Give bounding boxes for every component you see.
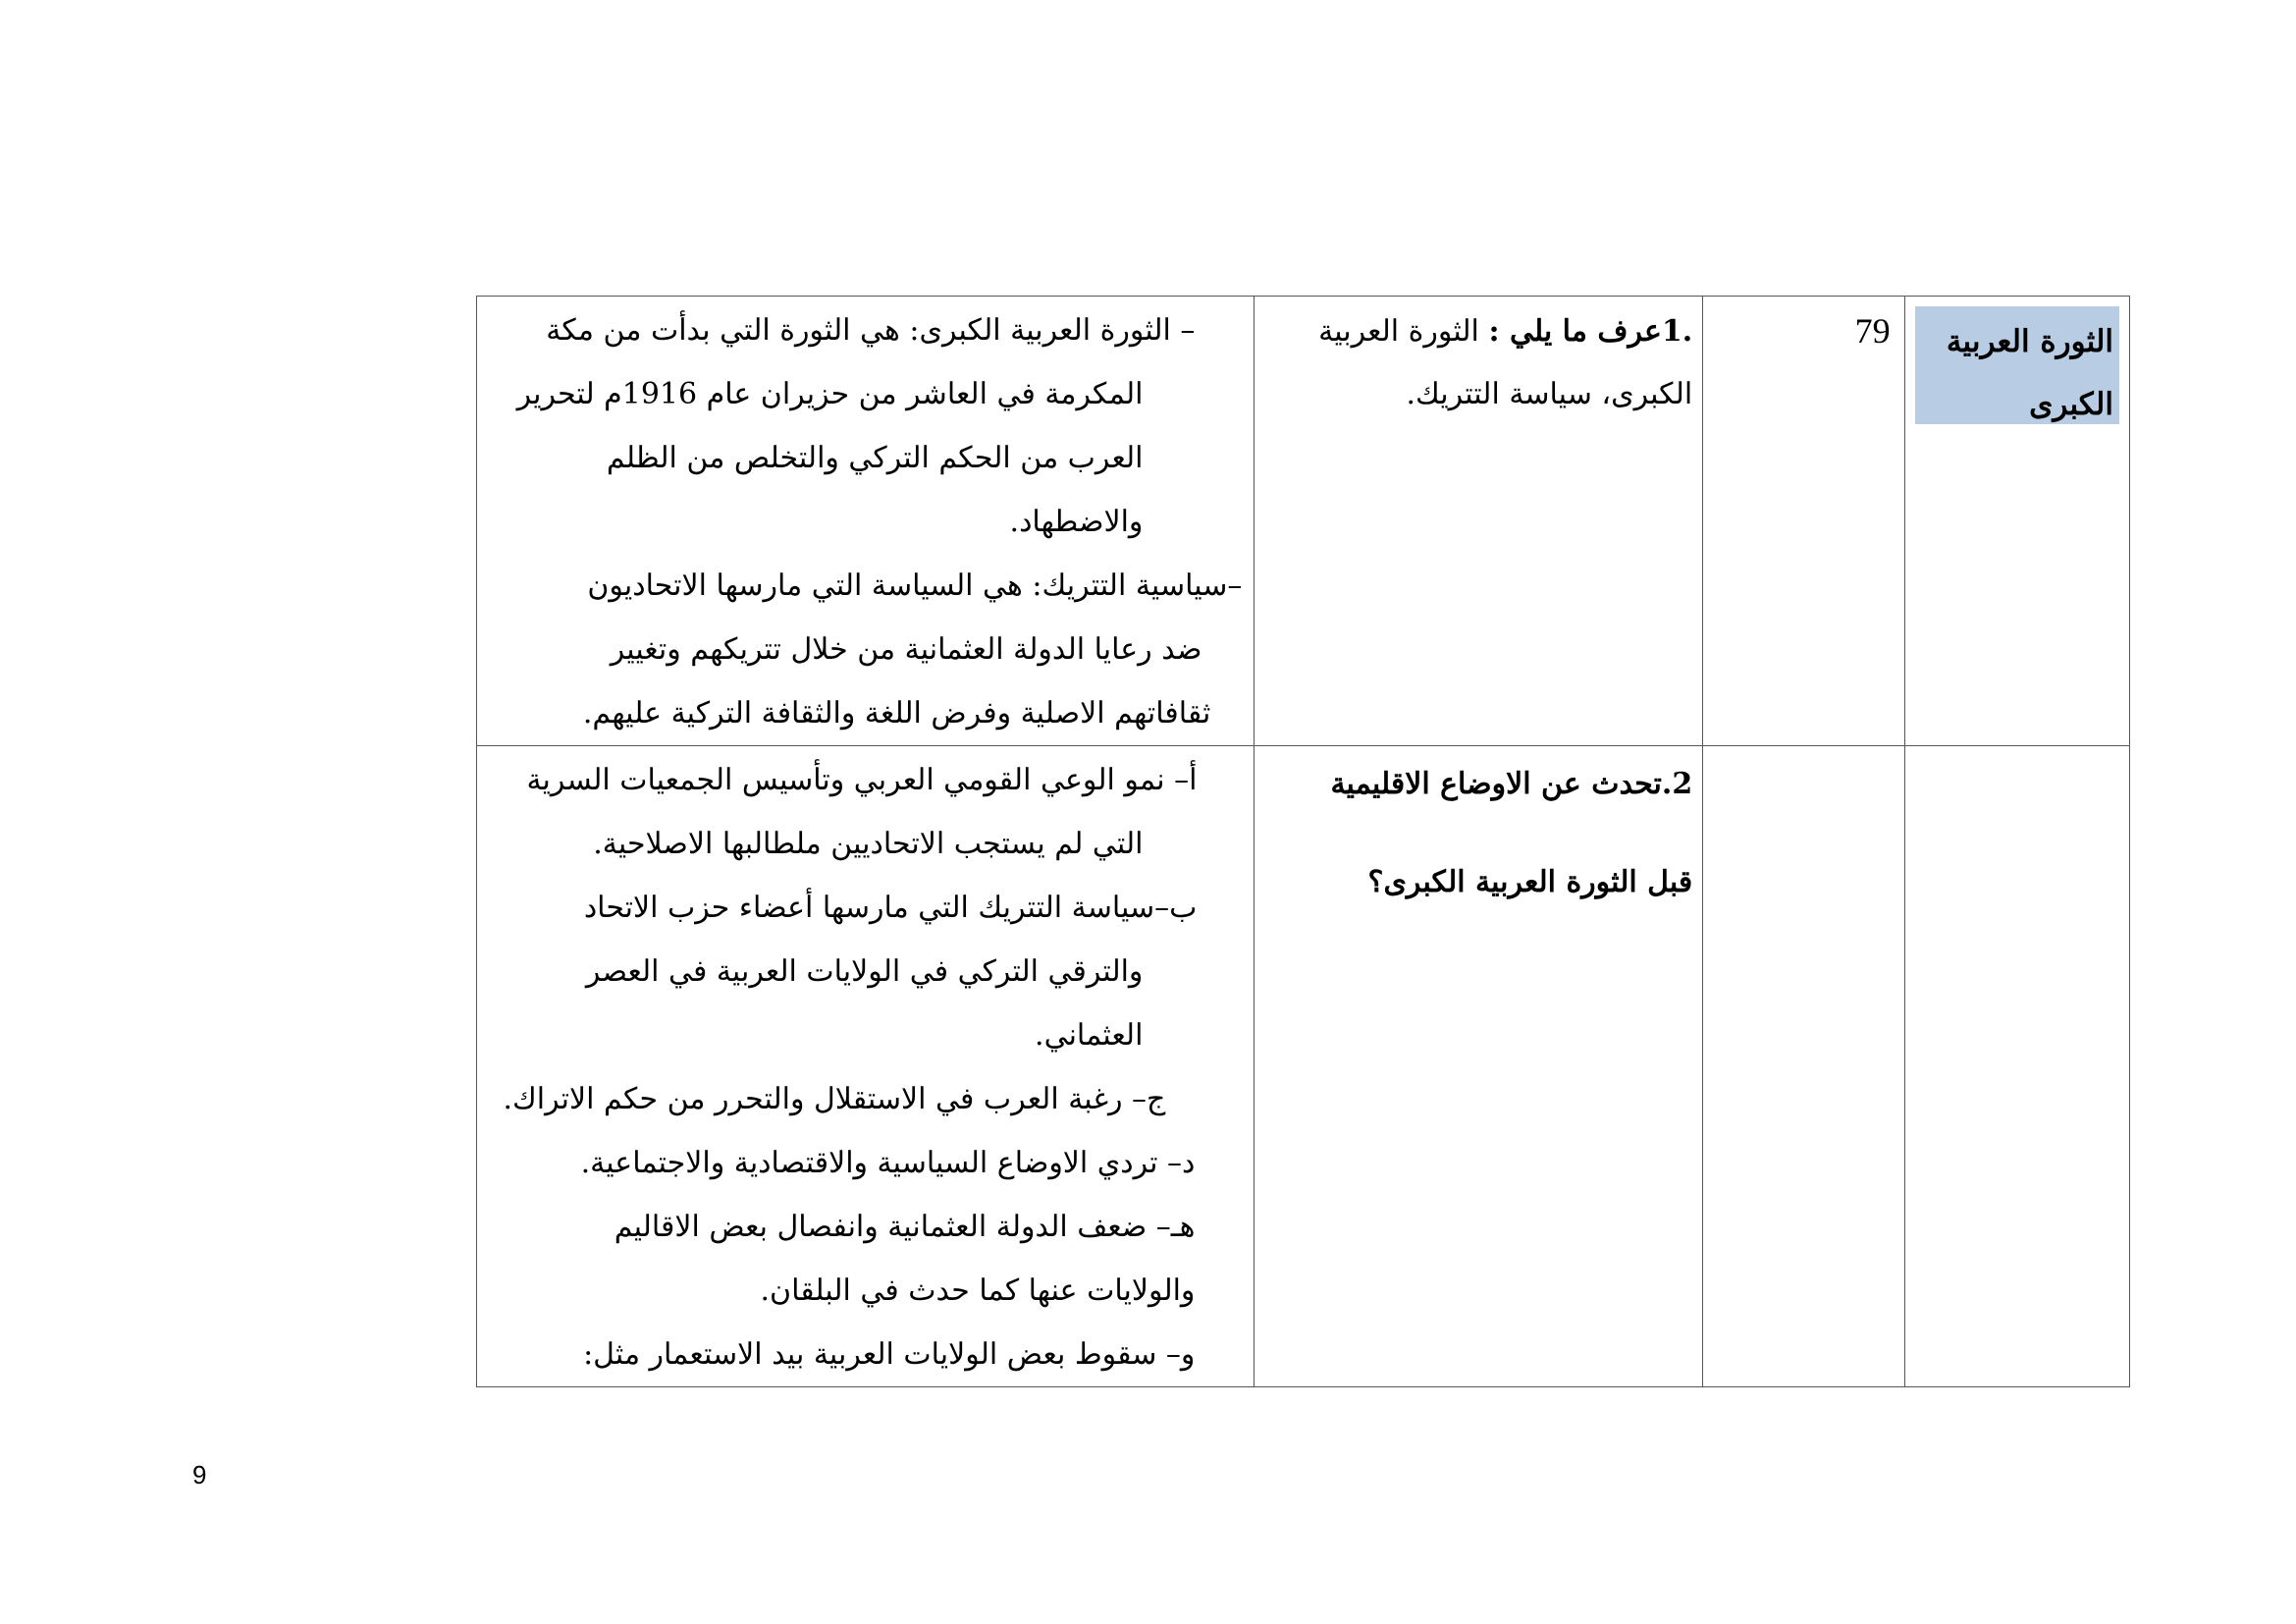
answer-line: ثقافاتهم الاصلية وفرض اللغة والثقافة التركية عليهم.: [582, 696, 1211, 731]
answer-line: والترقي التركي في الولايات العربية في العصر: [585, 954, 1144, 989]
question-terms-line2: الكبرى، سياسة التتريك.: [1406, 377, 1693, 411]
answer-line: و– سقوط بعض الولايات العربية بيد الاستعمار مثل:: [583, 1337, 1196, 1372]
question-text: [1255, 746, 1702, 907]
answer-line: – الثورة العربية الكبرى: هي الثورة التي بدأت من مكة: [546, 313, 1196, 348]
answer-line: والولايات عنها كما حدث في البلقان.: [760, 1273, 1196, 1308]
answer-text: [477, 746, 1254, 1386]
answer-line: هـ– ضعف الدولة العثمانية وانفصال بعض الاقاليم: [614, 1210, 1196, 1244]
page-cell: [1703, 746, 1904, 1387]
topic-line: الكبرى: [2029, 387, 2113, 422]
topic-cell: [1904, 297, 2129, 746]
question-text: [1255, 297, 1702, 426]
page-reference: 79: [1854, 311, 1891, 351]
answer-line: والاضطهاد.: [1009, 505, 1144, 539]
answer-cell: [477, 297, 1255, 746]
answer-line: د– تردي الاوضاع السياسية والاقتصادية والاجتماعية.: [580, 1146, 1196, 1180]
answer-cell: [477, 746, 1255, 1387]
table-row: [477, 297, 2130, 746]
table-row: [477, 746, 2130, 1387]
answer-text: [477, 297, 1254, 745]
answer-line: العرب من الحكم التركي والتخلص من الظلم: [606, 441, 1144, 475]
question-terms: الثورة العربية: [1318, 314, 1489, 349]
topic-cell: [1904, 746, 2129, 1387]
question-cell: [1255, 297, 1703, 746]
answer-line: –سياسية التتريك: هي السياسة التي مارسها الاتحاديون: [587, 568, 1243, 603]
answer-line: أ– نمو الوعي القومي العربي وتأسيس الجمعيات السرية: [526, 763, 1198, 797]
answer-line: ب–سياسة التتريك التي مارسها أعضاء حزب الاتحاد: [583, 891, 1198, 925]
page-number: 9: [192, 1460, 207, 1489]
lesson-table: [476, 296, 2130, 1387]
topic-highlight: [1915, 306, 2119, 424]
answer-line: العثماني.: [1035, 1018, 1144, 1053]
answer-line: المكرمة في العاشر من حزيران عام 1916م لتحرير: [516, 377, 1144, 411]
topic-line: الثورة العربية: [1946, 324, 2113, 359]
question-line: قبل الثورة العربية الكبرى؟: [1367, 865, 1693, 899]
answer-line: التي لم يستجب الاتحاديين ملطالبها الاصلاحية.: [593, 827, 1144, 861]
page-reference: [1703, 746, 1903, 756]
question-number: .1: [1661, 314, 1693, 349]
question-keyword: عرف ما يلي :: [1488, 314, 1662, 349]
answer-line: ج– رغبة العرب في الاستقلال والتحرر من حكم الاتراك.: [503, 1082, 1166, 1116]
question-cell: [1255, 746, 1703, 1387]
page-cell: [1703, 297, 1904, 746]
answer-line: ضد رعايا الدولة العثمانية من خلال تتريكهم وتغيير: [610, 632, 1202, 667]
question-line: 2.تحدث عن الاوضاع الاقليمية: [1330, 767, 1693, 801]
